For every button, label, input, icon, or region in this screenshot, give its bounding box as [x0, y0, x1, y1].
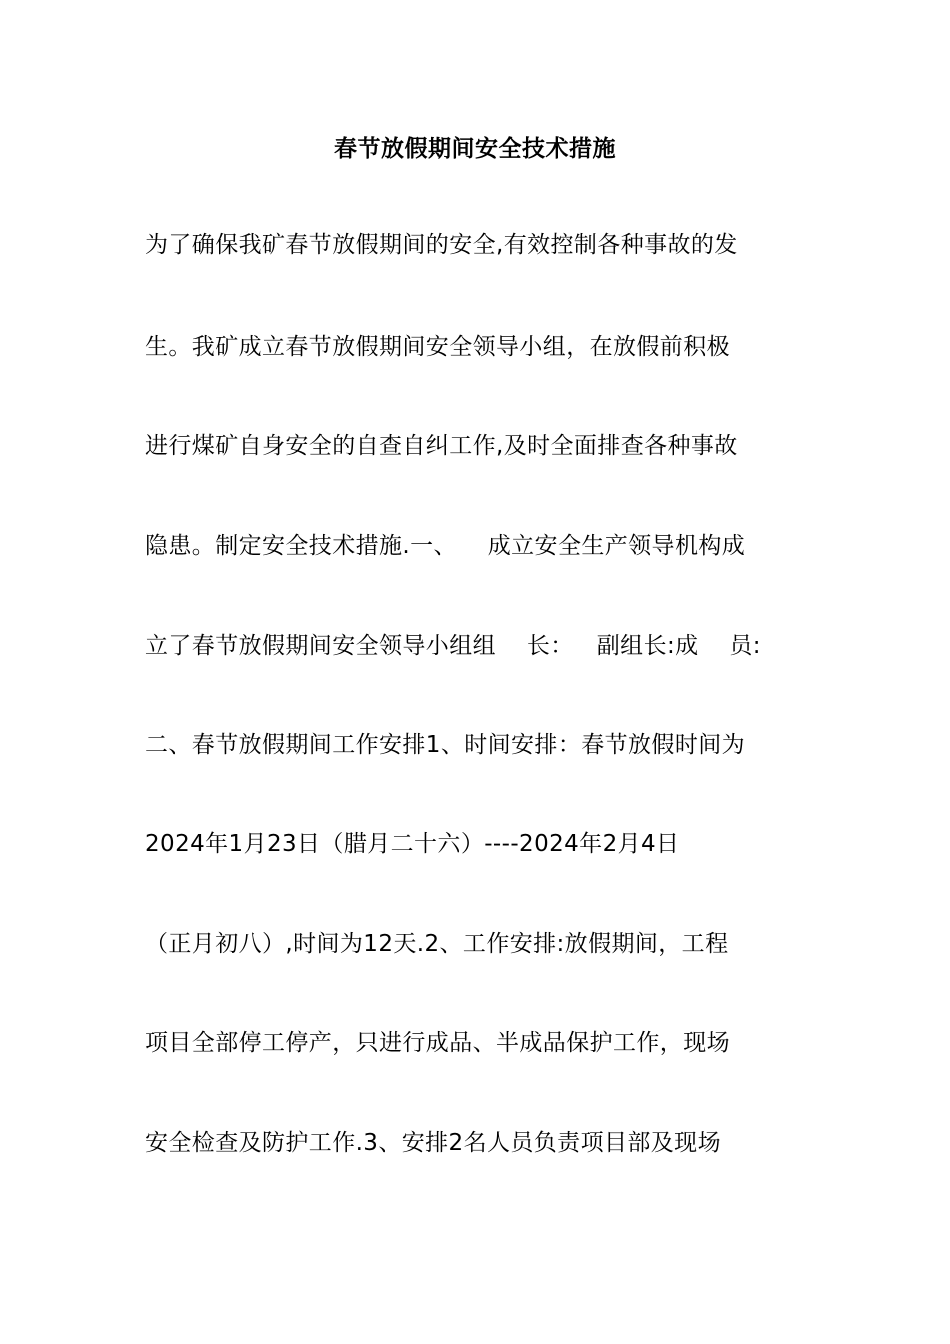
body-line-8: （正月初八）,时间为12天.2、工作安排:放假期间，工程: [145, 931, 729, 957]
body-line-7: 2024年1月23日（腊月二十六）----2024年2月4日: [145, 831, 680, 857]
body-line-9: 项目全部停工停产，只进行成品、半成品保护工作，现场: [145, 1030, 730, 1056]
body-line-5: 立了春节放假期间安全领导小组组 长： 副组长:成 员:: [145, 633, 761, 659]
body-line-3: 进行煤矿自身安全的自查自纠工作,及时全面排查各种事故: [145, 433, 738, 459]
body-line-10: 安全检查及防护工作.3、安排2名人员负责项目部及现场: [145, 1130, 721, 1156]
document-title: 春节放假期间安全技术措施: [334, 135, 616, 162]
body-line-2: 生。我矿成立春节放假期间安全领导小组，在放假前积极: [145, 334, 730, 360]
body-line-1: 为了确保我矿春节放假期间的安全,有效控制各种事故的发: [145, 232, 738, 258]
body-line-6: 二、春节放假期间工作安排1、时间安排：春节放假时间为: [145, 732, 746, 758]
body-line-4: 隐患。制定安全技术措施.一、 成立安全生产领导机构成: [145, 533, 746, 559]
